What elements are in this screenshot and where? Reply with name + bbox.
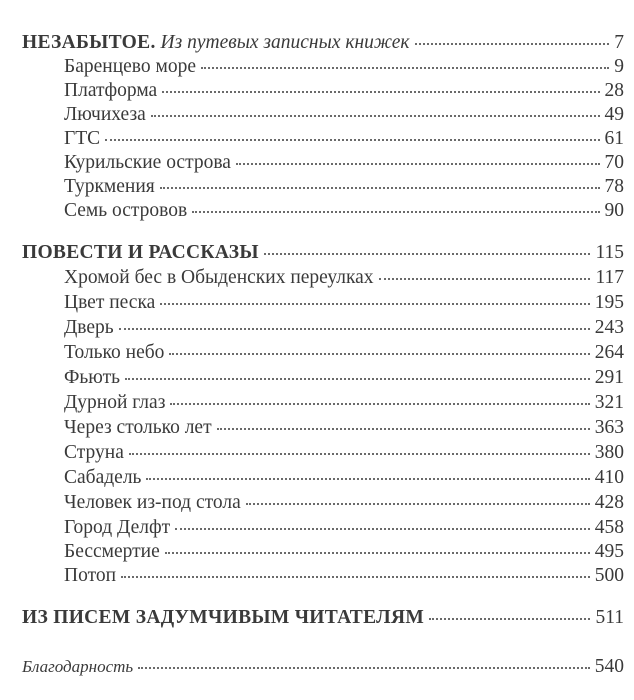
- page-number: 410: [594, 467, 624, 488]
- toc-entry[interactable]: [64, 103, 624, 127]
- dot-leader: [138, 667, 590, 669]
- page-number: 90: [604, 200, 624, 221]
- toc-entry-title: Баренцево море: [64, 56, 196, 77]
- page-number: 540: [594, 656, 624, 677]
- dot-leader: [121, 576, 590, 578]
- toc-entry[interactable]: [64, 491, 624, 515]
- dot-leader: [379, 278, 591, 280]
- toc-entry-title: Через столько лет: [64, 417, 212, 438]
- toc-entry[interactable]: [64, 391, 624, 415]
- dot-leader: [264, 253, 591, 255]
- dot-leader: [119, 328, 590, 330]
- page-number: 195: [594, 292, 624, 313]
- toc-entry[interactable]: [64, 79, 624, 103]
- dot-leader: [175, 528, 590, 530]
- toc-entry[interactable]: [64, 540, 624, 564]
- toc-entry[interactable]: [64, 127, 624, 151]
- toc-entry-title: [22, 606, 424, 630]
- dot-leader: [151, 115, 600, 117]
- toc-entry-title: Семь островов: [64, 200, 188, 221]
- toc-entry[interactable]: [64, 366, 624, 390]
- toc-entry-title: Только небо: [64, 342, 165, 363]
- dot-leader: [160, 187, 600, 189]
- dot-leader: [192, 211, 599, 213]
- toc-entry-title: Дверь: [64, 317, 114, 338]
- toc-entry-title: Курильские острова: [64, 152, 231, 173]
- toc-entry[interactable]: [64, 564, 624, 588]
- page-number: 7: [614, 32, 624, 53]
- part-subtitle: Из путевых записных книжек: [160, 32, 410, 53]
- toc-entry[interactable]: [64, 466, 624, 490]
- page-number: 115: [595, 242, 624, 263]
- page-number: 458: [594, 517, 624, 538]
- dot-leader: [169, 353, 589, 355]
- toc-entry[interactable]: [64, 341, 624, 365]
- toc-entry-title: Цвет песка: [64, 292, 156, 313]
- page-number: 70: [604, 152, 624, 173]
- page-number: 264: [594, 342, 624, 363]
- toc-entry-title: Платформа: [64, 80, 158, 101]
- page-number: 78: [604, 176, 624, 197]
- toc-entry[interactable]: [64, 416, 624, 440]
- page-number: 49: [604, 104, 624, 125]
- page-number: 117: [595, 267, 624, 288]
- part-title: НЕЗАБЫТОЕ.: [22, 32, 156, 53]
- toc-entry-title: Потоп: [64, 565, 117, 586]
- toc-entry[interactable]: [64, 291, 624, 315]
- part-title: ПОВЕСТИ И РАССКАЗЫ: [22, 242, 259, 263]
- dot-leader: [105, 139, 599, 141]
- toc-entry-title: Туркмения: [64, 176, 155, 197]
- toc-entry[interactable]: [64, 199, 624, 223]
- toc-entry-title: [22, 31, 410, 55]
- toc-entry-title: ГТС: [64, 128, 101, 149]
- dot-leader: [160, 303, 589, 305]
- toc-entry-acknowledgements[interactable]: [22, 655, 624, 679]
- dot-leader: [429, 618, 590, 620]
- page-number: 500: [594, 565, 624, 586]
- toc-entry[interactable]: [64, 441, 624, 465]
- page-number: 363: [594, 417, 624, 438]
- toc-entry-title: Сабадель: [64, 467, 142, 488]
- toc-part-nezabytoe[interactable]: [22, 31, 624, 55]
- toc-entry[interactable]: [64, 175, 624, 199]
- toc-entry-title: Дурной глаз: [64, 392, 166, 413]
- toc-entry[interactable]: [64, 516, 624, 540]
- page-number: 321: [594, 392, 624, 413]
- toc-entry-title: Город Делфт: [64, 517, 171, 538]
- page-number: 243: [594, 317, 624, 338]
- page-number: 511: [595, 607, 624, 628]
- dot-leader: [129, 453, 590, 455]
- dot-leader: [201, 67, 609, 69]
- dot-leader: [125, 378, 590, 380]
- page-number: 28: [604, 80, 624, 101]
- page-number: 495: [594, 541, 624, 562]
- toc-entry-title: Благодарность: [22, 657, 134, 676]
- dot-leader: [146, 478, 589, 480]
- toc-entry[interactable]: [64, 316, 624, 340]
- toc-entry-title: Фьють: [64, 367, 121, 388]
- dot-leader: [217, 428, 590, 430]
- dot-leader: [170, 403, 589, 405]
- toc-entry[interactable]: [64, 55, 624, 79]
- page-number: 9: [614, 56, 624, 77]
- toc-entry[interactable]: [64, 266, 624, 290]
- dot-leader: [236, 163, 600, 165]
- page-number: 428: [594, 492, 624, 513]
- dot-leader: [162, 91, 599, 93]
- toc-entry-title: Струна: [64, 442, 124, 463]
- toc-entry-title: Человек из-под стола: [64, 492, 241, 513]
- toc-entry[interactable]: [64, 151, 624, 175]
- part-title: ИЗ ПИСЕМ ЗАДУМЧИВЫМ ЧИТАТЕЛЯМ: [22, 607, 425, 628]
- toc-entry-title: [22, 241, 259, 265]
- page-number: 61: [604, 128, 624, 149]
- dot-leader: [165, 552, 590, 554]
- page-number: 291: [594, 367, 624, 388]
- dot-leader: [246, 503, 590, 505]
- toc-entry-title: Хромой бес в Обыденских переулках: [64, 267, 374, 288]
- toc-entry-title: Лючихеза: [64, 104, 146, 125]
- dot-leader: [415, 43, 610, 45]
- toc-entry-title: Бессмертие: [64, 541, 160, 562]
- toc-part-iz-pisem[interactable]: [22, 606, 624, 630]
- toc-part-povesti-i-rasskazy[interactable]: [22, 241, 624, 265]
- page-number: 380: [594, 442, 624, 463]
